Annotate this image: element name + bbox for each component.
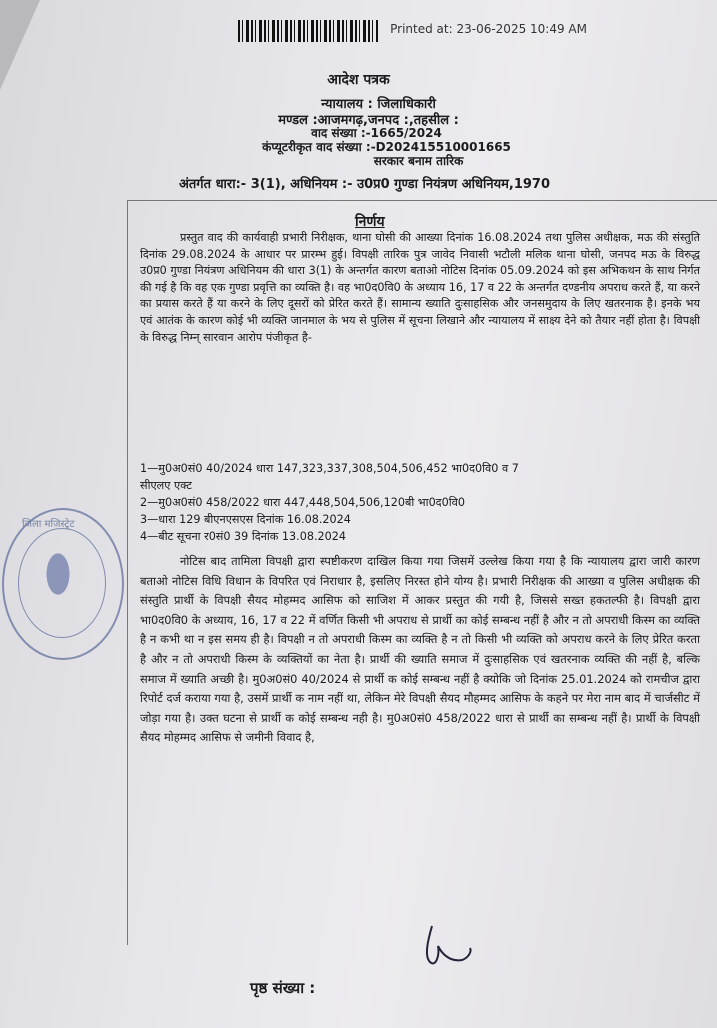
charge-item: 1—मु0अ0सं0 40/2024 धारा 147,323,337,308,504,506,452 भा0द0वि0 व 7 xyxy=(140,462,519,475)
paragraph-2: नोटिस बाद तामिला विपक्षी द्वारा स्पष्टीकरण दाखिल किया गया जिसमें उल्लेख किया गया है कि न्यायालय द्वारा जारी कारण बताओ नोटिस विधि विधान के विपरित एवं निराधार है, इसलिए निरस्त होने योग्य है। प्रभारी निरीक्षक की आख्या व पुलिस अधीक्षक की संस्तुति प्रार्थी के विपक्षी सैयद मोहम्मद आसिफ को साजिश में आकर प्रस्तुत की गयी है, जिससे सख्त हकतल्फी है। विपक्षी द्वारा भा0द0वि0 के अध्याय, 16, 17 व 22 में वर्णित किसी भी अपराध से प्रार्थी का कोई सम्बन्ध नहीं है और न तो अपराधी किस्म का व्यक्ति है न कभी था न इस समय ही है। विपक्षी न तो अपराधी किस्म का व्यक्ति है न तो किसी भी व्यक्ति को अपराध करने के लिए प्रेरित करता है और न तो अपराधी किस्म के व्यक्तियों का नेता है। प्रार्थी की ख्याति समाज में दुःसाहसिक एवं खतरनाक व्यक्ति की नहीं है, बल्कि समाज में ख्याति अच्छी है। मु0अ0सं0 40/2024 से प्रार्थी क कोई सम्बन्ध नहीं है क्योकि जो दिनांक 25.01.2024 को रामचीज द्वारा रिपोर्ट दर्ज कराया गया है, उसमें प्रार्थी क नाम नहीं था, लेकिन मेरे विपक्षी सैयद मौहम्मद आसिफ के कहने पर मेरा नाम बाद में चार्जसीट में जोड़ा गया है। उक्त घटना से प्रार्थी क कोई सम्बन्ध नही है। मु0अ0सं0 458/2022 धारा से प्रार्थी का सम्बन्ध नहीं है। प्रार्थी के विपक्षी सैयद मोहम्मद आसिफ से जमीनी विवाद है, xyxy=(140,554,700,745)
computer-case-number: कंप्यूटरीकृत वाद संख्या :-D202415510001665 xyxy=(262,140,511,154)
charge-item: 2—मु0अ0सं0 458/2022 धारा 447,448,504,506,120बी भा0द0वि0 xyxy=(140,496,465,509)
printed-timestamp: Printed at: 23-06-2025 10:49 AM xyxy=(390,22,587,36)
emblem-icon xyxy=(38,550,78,610)
decision-heading: निर्णय xyxy=(355,214,385,230)
court-name: न्यायालय : जिलाधिकारी xyxy=(321,97,436,112)
official-seal xyxy=(2,508,124,660)
division-line: मण्डल :आजमगढ़,जनपद :,तहसील : xyxy=(278,113,459,128)
charge-item: सीएलए एक्ट xyxy=(140,479,192,492)
charge-item: 3—धारा 129 बीएनएसएस दिनांक 16.08.2024 xyxy=(140,513,351,526)
case-number: वाद संख्या :-1665/2024 xyxy=(311,126,442,140)
paragraph-1: प्रस्तुत वाद की कार्यवाही प्रभारी निरीक्षक, थाना घोसी की आख्या दिनांक 16.08.2024 तथा पुलिस अधीक्षक, मऊ की संस्तुति दिनांक 29.08.2024 के आधार पर प्रारम्भ हुई। विपक्षी तारिक पुत्र जावेद निवासी भटौली मलिक थाना घोसी, जनपद मऊ के विरुद्ध उ0प्र0 गुण्डा नियंत्रण अधिनियम की धारा 3(1) के अन्तर्गत कारण बताओ नोटिस दिनांक 05.09.2024 को इस अभिकथन के साथ निर्गत की गई है कि वह एक गुण्डा प्रवृत्ति का व्यक्ति है। वह भा0द0वि0 के अध्याय 16, 17 व 22 के अन्तर्गत दण्डनीय अपराध करते हैं, या करने का प्रयास करते हैं या करने के लिए दूसरों को प्रेरित करते हैं। सामान्य ख्याति दुःसाहसिक और जनसमुदाय के लिए खतरनाक है। इनके भय एवं आतंक के कारण कोई भी व्यक्ति जानमाल के भय से पुलिस में सूचना लिखाने और न्यायालय में साक्ष्य देने को तैयार नहीं होता है। विपक्षी के विरुद्ध निम्न् सारवान आरोप पंजीकृत है- xyxy=(140,231,700,344)
page-number-label: पृष्ठ संख्या : xyxy=(250,979,316,997)
section-line: अंतर्गत धारा:- 3(1), अधिनियम :- उ0प्र0 गुण्डा नियंत्रण अधिनियम,1970 xyxy=(178,177,551,192)
barcode xyxy=(238,20,378,42)
seal-text: जिला मजिस्ट्रेट xyxy=(22,519,75,530)
parties: सरकार बनाम तारिक xyxy=(373,154,464,168)
charges-list xyxy=(140,460,700,545)
document-title: आदेश पत्रक xyxy=(327,72,390,88)
charge-item: 4—बीट सूचना र0सं0 39 दिनांक 13.08.2024 xyxy=(140,530,346,543)
signature xyxy=(420,920,480,970)
